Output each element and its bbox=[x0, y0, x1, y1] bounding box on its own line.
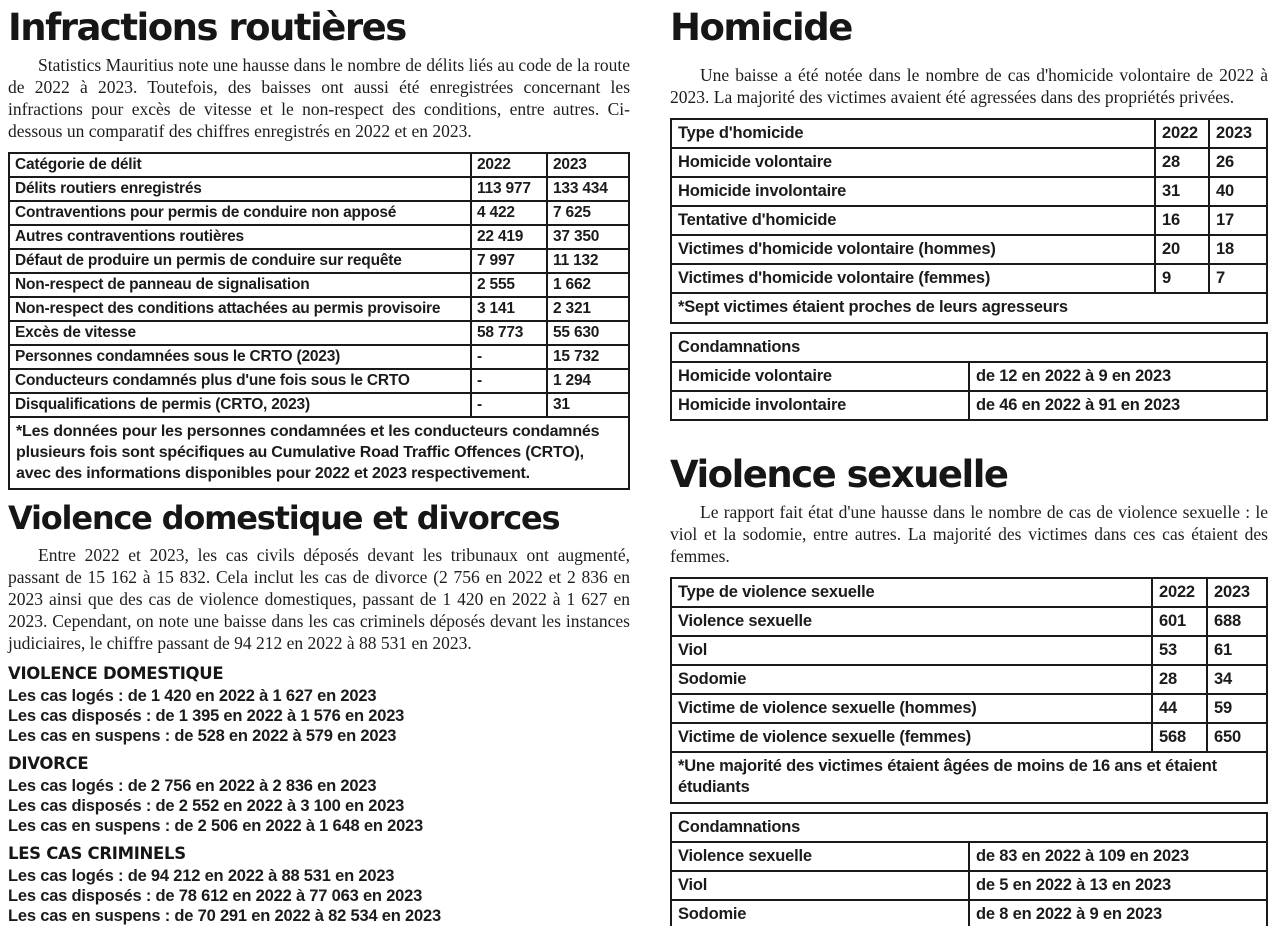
stat-line: Les cas logés : de 94 212 en 2022 à 88 531 en 2023 bbox=[8, 867, 395, 885]
condamnations-head bbox=[671, 813, 1267, 842]
row-value: 22 419 bbox=[471, 225, 547, 249]
column-header: Catégorie de délit bbox=[9, 153, 471, 177]
row-value: 34 bbox=[1207, 665, 1267, 694]
homicide-table-footer bbox=[671, 293, 1267, 323]
column-header: 2023 bbox=[1207, 578, 1267, 607]
table-row bbox=[671, 842, 1267, 871]
row-value: 7 997 bbox=[471, 249, 547, 273]
row-label: Victime de violence sexuelle (femmes) bbox=[671, 723, 1152, 752]
row-label: Conducteurs condamnés plus d'une fois sous le CRTO bbox=[9, 369, 471, 393]
row-value: 20 bbox=[1155, 235, 1209, 264]
row-value: 2 321 bbox=[547, 297, 629, 321]
table-row bbox=[671, 148, 1267, 177]
row-label: Victime de violence sexuelle (hommes) bbox=[671, 694, 1152, 723]
table-row bbox=[9, 393, 629, 417]
row-value: 4 422 bbox=[471, 201, 547, 225]
column-header: 2022 bbox=[471, 153, 547, 177]
row-label: Délits routiers enregistrés bbox=[9, 177, 471, 201]
violence-sexuelle-table bbox=[670, 577, 1268, 804]
infractions-table bbox=[8, 152, 630, 490]
row-value: 3 141 bbox=[471, 297, 547, 321]
homicide-table-body bbox=[671, 148, 1267, 293]
row-value: 15 732 bbox=[547, 345, 629, 369]
row-label: Non-respect des conditions attachées au permis provisoire bbox=[9, 297, 471, 321]
stat-line: Les cas en suspens : de 2 506 en 2022 à 1 648 en 2023 bbox=[8, 817, 424, 835]
subsection-heading: VIOLENCE DOMESTIQUE bbox=[8, 664, 224, 683]
row-value: 133 434 bbox=[547, 177, 629, 201]
row-label: Viol bbox=[671, 871, 969, 900]
row-value: 55 630 bbox=[547, 321, 629, 345]
row-value: 7 625 bbox=[547, 201, 629, 225]
table-row bbox=[9, 249, 629, 273]
row-value: 53 bbox=[1152, 636, 1207, 665]
row-label: Tentative d'homicide bbox=[671, 206, 1155, 235]
table-row bbox=[671, 694, 1267, 723]
table-row bbox=[671, 636, 1267, 665]
table-row bbox=[9, 345, 629, 369]
row-value: 688 bbox=[1207, 607, 1267, 636]
homicide-table-head bbox=[671, 119, 1267, 148]
table-row bbox=[671, 264, 1267, 293]
table-row bbox=[671, 871, 1267, 900]
table-row bbox=[9, 369, 629, 393]
row-value: 44 bbox=[1152, 694, 1207, 723]
table-row bbox=[9, 201, 629, 225]
row-value: 40 bbox=[1209, 177, 1267, 206]
table-row bbox=[671, 177, 1267, 206]
column-header: 2023 bbox=[1209, 119, 1267, 148]
table-row bbox=[9, 177, 629, 201]
condamnations-body bbox=[671, 362, 1267, 420]
table-row bbox=[671, 900, 1267, 926]
section-title-homicide: Homicide bbox=[670, 6, 852, 49]
table-row bbox=[671, 665, 1267, 694]
stat-line: Les cas disposés : de 1 395 en 2022 à 1 576 en 2023 bbox=[8, 707, 405, 725]
row-value: 28 bbox=[1155, 148, 1209, 177]
infractions-table-body bbox=[9, 177, 629, 417]
violence-sexuelle-section bbox=[670, 455, 1268, 926]
row-value: 18 bbox=[1209, 235, 1267, 264]
row-value: 7 bbox=[1209, 264, 1267, 293]
table-footnote-row bbox=[671, 293, 1267, 323]
subsection-heading: DIVORCE bbox=[8, 754, 89, 773]
row-label: Autres contraventions routières bbox=[9, 225, 471, 249]
row-label: Homicide volontaire bbox=[671, 148, 1155, 177]
row-value: 650 bbox=[1207, 723, 1267, 752]
table-row bbox=[9, 225, 629, 249]
table-row bbox=[671, 723, 1267, 752]
intro-violence-sexuelle: Le rapport fait état d'une hausse dans le nombre de cas de violence sexuelle : le viol et la sodomie, entre autres. La majorité des victimes dans ces cas étaient des femmes. bbox=[670, 502, 1268, 566]
table-footnote: *Une majorité des victimes étaient âgées de moins de 16 ans et étaient étudiants bbox=[671, 752, 1267, 803]
row-value: 17 bbox=[1209, 206, 1267, 235]
row-value: 31 bbox=[1155, 177, 1209, 206]
row-label: Homicide involontaire bbox=[671, 177, 1155, 206]
section-title-infractions: Infractions routières bbox=[8, 6, 406, 49]
row-value: 61 bbox=[1207, 636, 1267, 665]
row-value: 31 bbox=[547, 393, 629, 417]
row-label: Victimes d'homicide volontaire (femmes) bbox=[671, 264, 1155, 293]
table-row bbox=[671, 391, 1267, 420]
table-row bbox=[671, 235, 1267, 264]
row-value: 2 555 bbox=[471, 273, 547, 297]
row-value: 28 bbox=[1152, 665, 1207, 694]
stat-line: Les cas en suspens : de 70 291 en 2022 à 82 534 en 2023 bbox=[8, 907, 441, 925]
stat-line: Les cas en suspens : de 528 en 2022 à 579 en 2023 bbox=[8, 727, 397, 745]
violence-sexuelle-table-footer bbox=[671, 752, 1267, 803]
table-footnote-row bbox=[9, 417, 629, 489]
intro-homicide: Une baisse a été notée dans le nombre de cas d'homicide volontaire de 2022 à 2023. La majorité des victimes avaient été agressées dans des propriétés privées. bbox=[670, 65, 1268, 107]
row-value: 37 350 bbox=[547, 225, 629, 249]
row-value: de 46 en 2022 à 91 en 2023 bbox=[969, 391, 1267, 420]
row-value: 16 bbox=[1155, 206, 1209, 235]
row-label: Excès de vitesse bbox=[9, 321, 471, 345]
row-value: 601 bbox=[1152, 607, 1207, 636]
violence-domestique-lists bbox=[8, 664, 630, 926]
condamnations-head bbox=[671, 333, 1267, 362]
column-header: 2023 bbox=[547, 153, 629, 177]
row-value: de 12 en 2022 à 9 en 2023 bbox=[969, 362, 1267, 391]
column-header: Type de violence sexuelle bbox=[671, 578, 1152, 607]
table-row bbox=[9, 297, 629, 321]
intro-infractions: Statistics Mauritius note une hausse dans le nombre de délits liés au code de la route de 2022 à 2023. Toutefois, des baisses ont aussi été enregistrées concernant les infractions pour excès de vitesse et le non-respect des conditions, entre autres. Ci-dessous un comparatif des chiffres enregistrés en 2022 et en 2023. bbox=[8, 55, 630, 141]
row-value: de 5 en 2022 à 13 en 2023 bbox=[969, 871, 1267, 900]
table-header-row bbox=[671, 333, 1267, 362]
infractions-table-footer bbox=[9, 417, 629, 489]
row-label: Disqualifications de permis (CRTO, 2023) bbox=[9, 393, 471, 417]
row-label: Violence sexuelle bbox=[671, 607, 1152, 636]
table-footnote: *Les données pour les personnes condamnées et les conducteurs condamnés plusieurs fois sont spécifiques au Cumulative Road Traffic Offences (CRTO), avec des informations disponibles pour 2022 et 2023 respectivement. bbox=[9, 417, 629, 489]
row-label: Contraventions pour permis de conduire non apposé bbox=[9, 201, 471, 225]
table-header-row bbox=[671, 119, 1267, 148]
row-value: 11 132 bbox=[547, 249, 629, 273]
row-value: 9 bbox=[1155, 264, 1209, 293]
row-value: 59 bbox=[1207, 694, 1267, 723]
row-label: Sodomie bbox=[671, 665, 1152, 694]
violence-sexuelle-condamnations-table bbox=[670, 812, 1268, 926]
row-value: de 8 en 2022 à 9 en 2023 bbox=[969, 900, 1267, 926]
table-footnote: *Sept victimes étaient proches de leurs agresseurs bbox=[671, 293, 1267, 323]
row-label: Viol bbox=[671, 636, 1152, 665]
row-value: 568 bbox=[1152, 723, 1207, 752]
row-value: 1 294 bbox=[547, 369, 629, 393]
column-header: Type d'homicide bbox=[671, 119, 1155, 148]
homicide-condamnations-table bbox=[670, 332, 1268, 421]
row-label: Victimes d'homicide volontaire (hommes) bbox=[671, 235, 1155, 264]
section-title-violence-domestique: Violence domestique et divorces bbox=[8, 499, 560, 537]
condamnations-header: Condamnations bbox=[671, 813, 1267, 842]
row-label: Homicide involontaire bbox=[671, 391, 969, 420]
left-column bbox=[8, 4, 630, 926]
stat-line: Les cas disposés : de 2 552 en 2022 à 3 100 en 2023 bbox=[8, 797, 405, 815]
row-value: 58 773 bbox=[471, 321, 547, 345]
homicide-table bbox=[670, 118, 1268, 324]
row-value: - bbox=[471, 345, 547, 369]
table-header-row bbox=[9, 153, 629, 177]
section-title-violence-sexuelle: Violence sexuelle bbox=[670, 453, 1008, 496]
row-value: 113 977 bbox=[471, 177, 547, 201]
row-value: 1 662 bbox=[547, 273, 629, 297]
table-row bbox=[671, 206, 1267, 235]
stat-line: Les cas logés : de 1 420 en 2022 à 1 627 en 2023 bbox=[8, 687, 377, 705]
row-label: Défaut de produire un permis de conduire sur requête bbox=[9, 249, 471, 273]
condamnations-header: Condamnations bbox=[671, 333, 1267, 362]
row-value: de 83 en 2022 à 109 en 2023 bbox=[969, 842, 1267, 871]
row-label: Personnes condamnées sous le CRTO (2023) bbox=[9, 345, 471, 369]
column-header: 2022 bbox=[1152, 578, 1207, 607]
infractions-table-head bbox=[9, 153, 629, 177]
row-label: Sodomie bbox=[671, 900, 969, 926]
column-header: 2022 bbox=[1155, 119, 1209, 148]
stat-line: Les cas logés : de 2 756 en 2022 à 2 836 en 2023 bbox=[8, 777, 377, 795]
condamnations-body bbox=[671, 842, 1267, 926]
violence-sexuelle-table-head bbox=[671, 578, 1267, 607]
row-value: - bbox=[471, 369, 547, 393]
row-label: Homicide volontaire bbox=[671, 362, 969, 391]
stat-line: Les cas disposés : de 78 612 en 2022 à 77 063 en 2023 bbox=[8, 887, 423, 905]
violence-sexuelle-table-body bbox=[671, 607, 1267, 752]
right-column bbox=[670, 4, 1268, 926]
row-value: - bbox=[471, 393, 547, 417]
table-row bbox=[9, 321, 629, 345]
table-footnote-row bbox=[671, 752, 1267, 803]
row-value: 26 bbox=[1209, 148, 1267, 177]
table-row bbox=[671, 362, 1267, 391]
intro-violence-domestique: Entre 2022 et 2023, les cas civils déposés devant les tribunaux ont augmenté, passant de 15 162 à 15 832. Cela inclut les cas de divorce (2 756 en 2022 et 2 836 en 2023 ainsi que des cas de violence domestiques, passant de 1 420 en 2022 à 1 627 en 2023. Cependant, on note une baisse dans les cas criminels déposés devant les instances judiciaires, le chiffre passant de 94 212 en 2022 à 88 531 en 2023. bbox=[8, 545, 630, 653]
row-label: Violence sexuelle bbox=[671, 842, 969, 871]
table-header-row bbox=[671, 578, 1267, 607]
row-label: Non-respect de panneau de signalisation bbox=[9, 273, 471, 297]
table-header-row bbox=[671, 813, 1267, 842]
table-row bbox=[671, 607, 1267, 636]
subsection-heading: LES CAS CRIMINELS bbox=[8, 844, 186, 863]
table-row bbox=[9, 273, 629, 297]
